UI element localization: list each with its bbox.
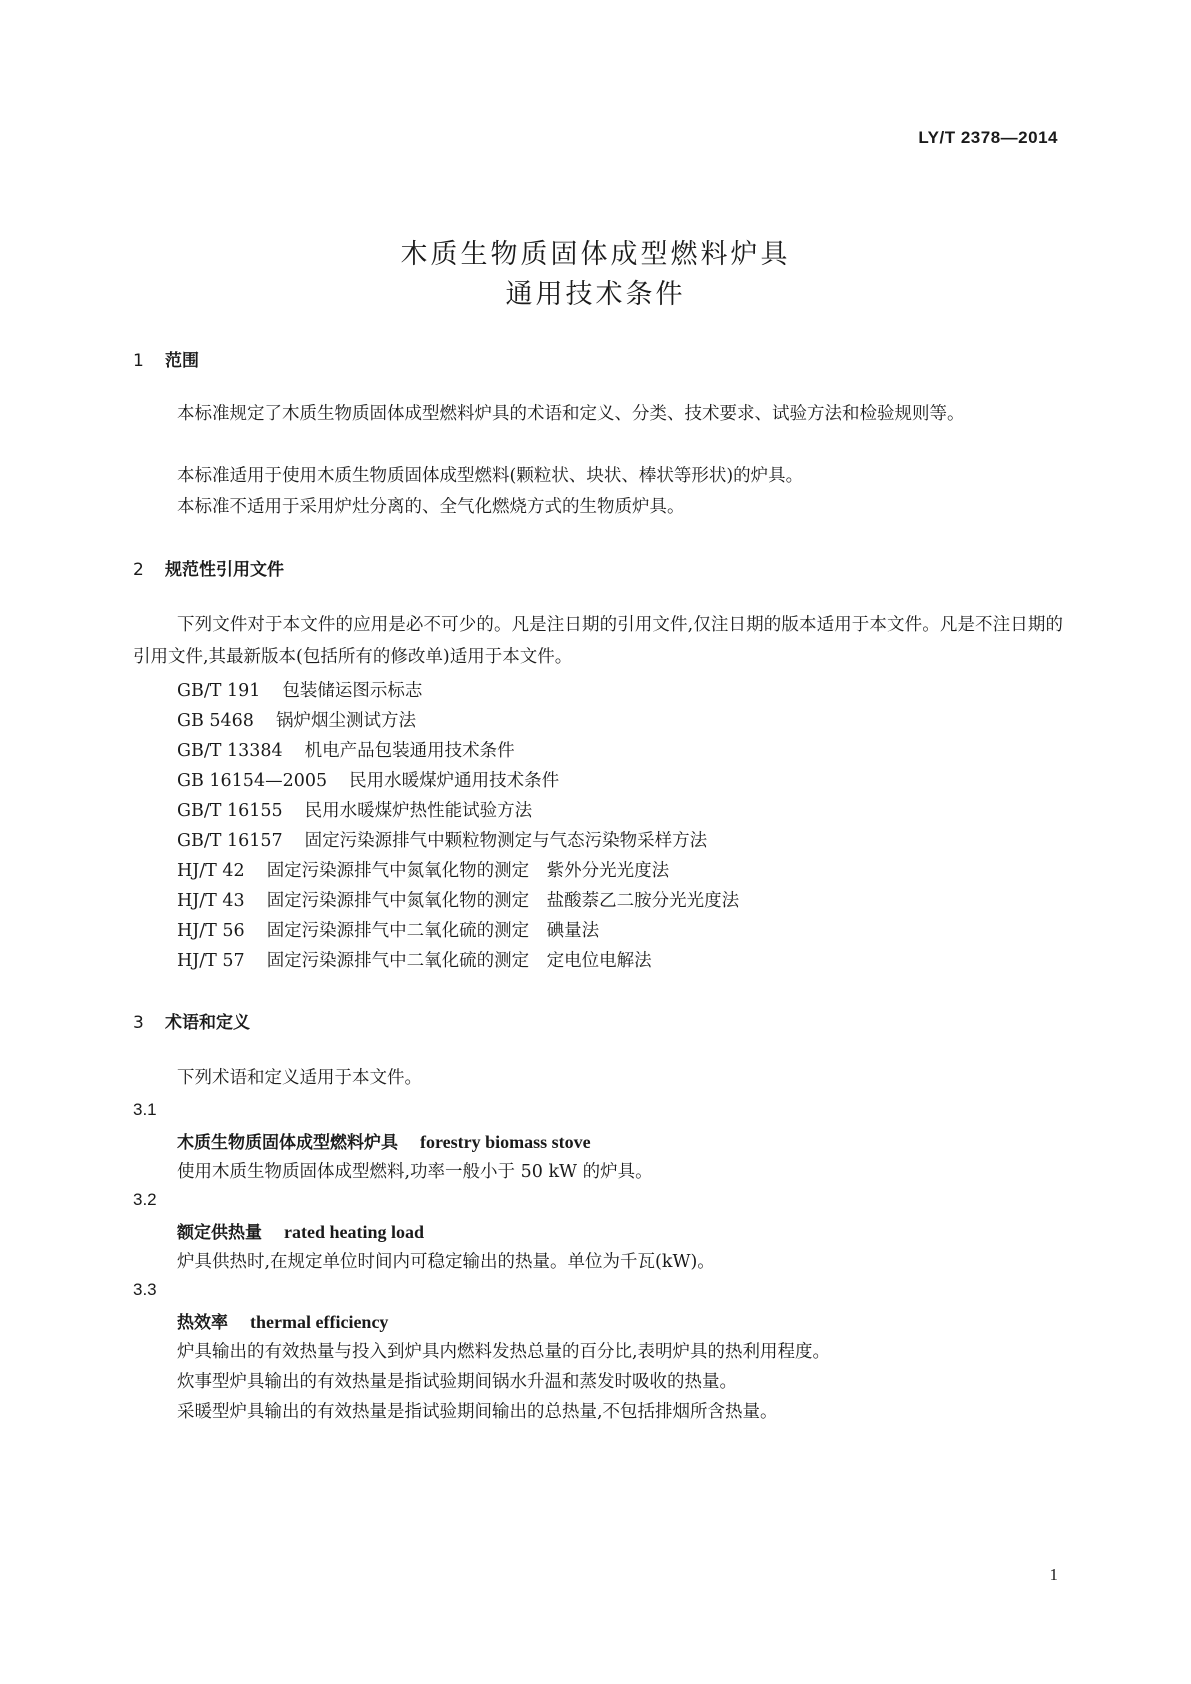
reference-code: GB 5468 [177, 711, 254, 731]
reference-title: 民用水暖煤炉通用技术条件 [349, 771, 560, 791]
reference-code: GB/T 13384 [177, 741, 283, 761]
reference-item [177, 707, 416, 732]
document-title-line1: 木质生物质固体成型燃料炉具 [400, 239, 791, 270]
section-1-heading [133, 346, 199, 371]
reference-code: HJ/T 56 [177, 921, 245, 941]
reference-title: 固定污染源排气中氮氧化物的测定 紫外分光光度法 [266, 861, 670, 881]
reference-code: GB/T 16155 [177, 801, 283, 821]
term-definition: 炉具供热时,在规定单位时间内可稳定输出的热量。单位为千瓦(kW)。 [177, 1252, 715, 1272]
document-title-line2: 通用技术条件 [505, 279, 686, 310]
section-3-heading [133, 1008, 250, 1033]
term-number: 3.2 [133, 1190, 157, 1209]
reference-title: 固定污染源排气中二氧化硫的测定 定电位电解法 [266, 951, 652, 971]
reference-item [177, 857, 669, 882]
paragraph: 本标准不适用于采用炉灶分离的、全气化燃烧方式的生物质炉具。 [177, 497, 685, 517]
paragraph: 下列文件对于本文件的应用是必不可少的。凡是注日期的引用文件,仅注日期的版本适用于本文件。凡是不注日期的引用文件,其最新版本(包括所有的修改单)适用于本文件。 [133, 615, 1063, 667]
term-en: thermal efficiency [250, 1312, 389, 1332]
reference-item [177, 887, 739, 912]
term-definition: 炊事型炉具输出的有效热量是指试验期间锅水升温和蒸发时吸收的热量。 [177, 1372, 737, 1392]
section-number: 1 [133, 351, 144, 371]
term-en: rated heating load [284, 1222, 425, 1242]
page-number: 1 [1049, 1565, 1058, 1584]
reference-code: GB/T 16157 [177, 831, 283, 851]
reference-code: HJ/T 43 [177, 891, 245, 911]
reference-item [177, 827, 707, 852]
reference-title: 民用水暖煤炉热性能试验方法 [304, 801, 533, 821]
term-heading [177, 1218, 424, 1243]
term-en: forestry biomass stove [420, 1132, 591, 1152]
reference-title: 锅炉烟尘测试方法 [275, 711, 416, 731]
reference-item [177, 767, 559, 792]
section-2-heading [133, 555, 284, 580]
paragraph: 本标准适用于使用木质生物质固体成型燃料(颗粒状、块状、棒状等形状)的炉具。 [177, 466, 804, 486]
term-zh: 热效率 [177, 1313, 228, 1333]
reference-title: 固定污染源排气中颗粒物测定与气态污染物采样方法 [304, 831, 708, 851]
section-title: 术语和定义 [165, 1013, 250, 1033]
section-title: 范围 [165, 351, 199, 371]
term-definition: 采暖型炉具输出的有效热量是指试验期间输出的总热量,不包括排烟所含热量。 [177, 1402, 778, 1422]
reference-item [177, 797, 532, 822]
reference-code: HJ/T 42 [177, 861, 245, 881]
section-title: 规范性引用文件 [165, 560, 284, 580]
reference-title: 固定污染源排气中二氧化硫的测定 碘量法 [266, 921, 600, 941]
reference-item [177, 917, 599, 942]
reference-item [177, 677, 422, 702]
section-number: 3 [133, 1013, 144, 1033]
term-definition: 使用木质生物质固体成型燃料,功率一般小于 50 kW 的炉具。 [177, 1162, 653, 1182]
term-number: 3.1 [133, 1100, 157, 1119]
reference-item [177, 737, 515, 762]
paragraph: 下列术语和定义适用于本文件。 [177, 1068, 422, 1088]
term-definition: 炉具输出的有效热量与投入到炉具内燃料发热总量的百分比,表明炉具的热利用程度。 [177, 1342, 831, 1362]
reference-title: 机电产品包装通用技术条件 [304, 741, 515, 761]
reference-code: HJ/T 57 [177, 951, 245, 971]
paragraph: 本标准规定了木质生物质固体成型燃料炉具的术语和定义、分类、技术要求、试验方法和检验规则等。 [177, 404, 965, 424]
reference-title: 包装储运图示标志 [282, 681, 423, 701]
term-heading [177, 1308, 388, 1333]
section-number: 2 [133, 560, 144, 580]
term-zh: 木质生物质固体成型燃料炉具 [177, 1133, 398, 1153]
term-zh: 额定供热量 [177, 1223, 262, 1243]
term-heading [177, 1128, 591, 1153]
reference-title: 固定污染源排气中氮氧化物的测定 盐酸萘乙二胺分光光度法 [266, 891, 740, 911]
reference-code: GB 16154—2005 [177, 771, 328, 791]
term-number: 3.3 [133, 1280, 157, 1299]
standard-number: LY/T 2378—2014 [918, 128, 1058, 147]
reference-item [177, 947, 652, 972]
reference-code: GB/T 191 [177, 681, 261, 701]
